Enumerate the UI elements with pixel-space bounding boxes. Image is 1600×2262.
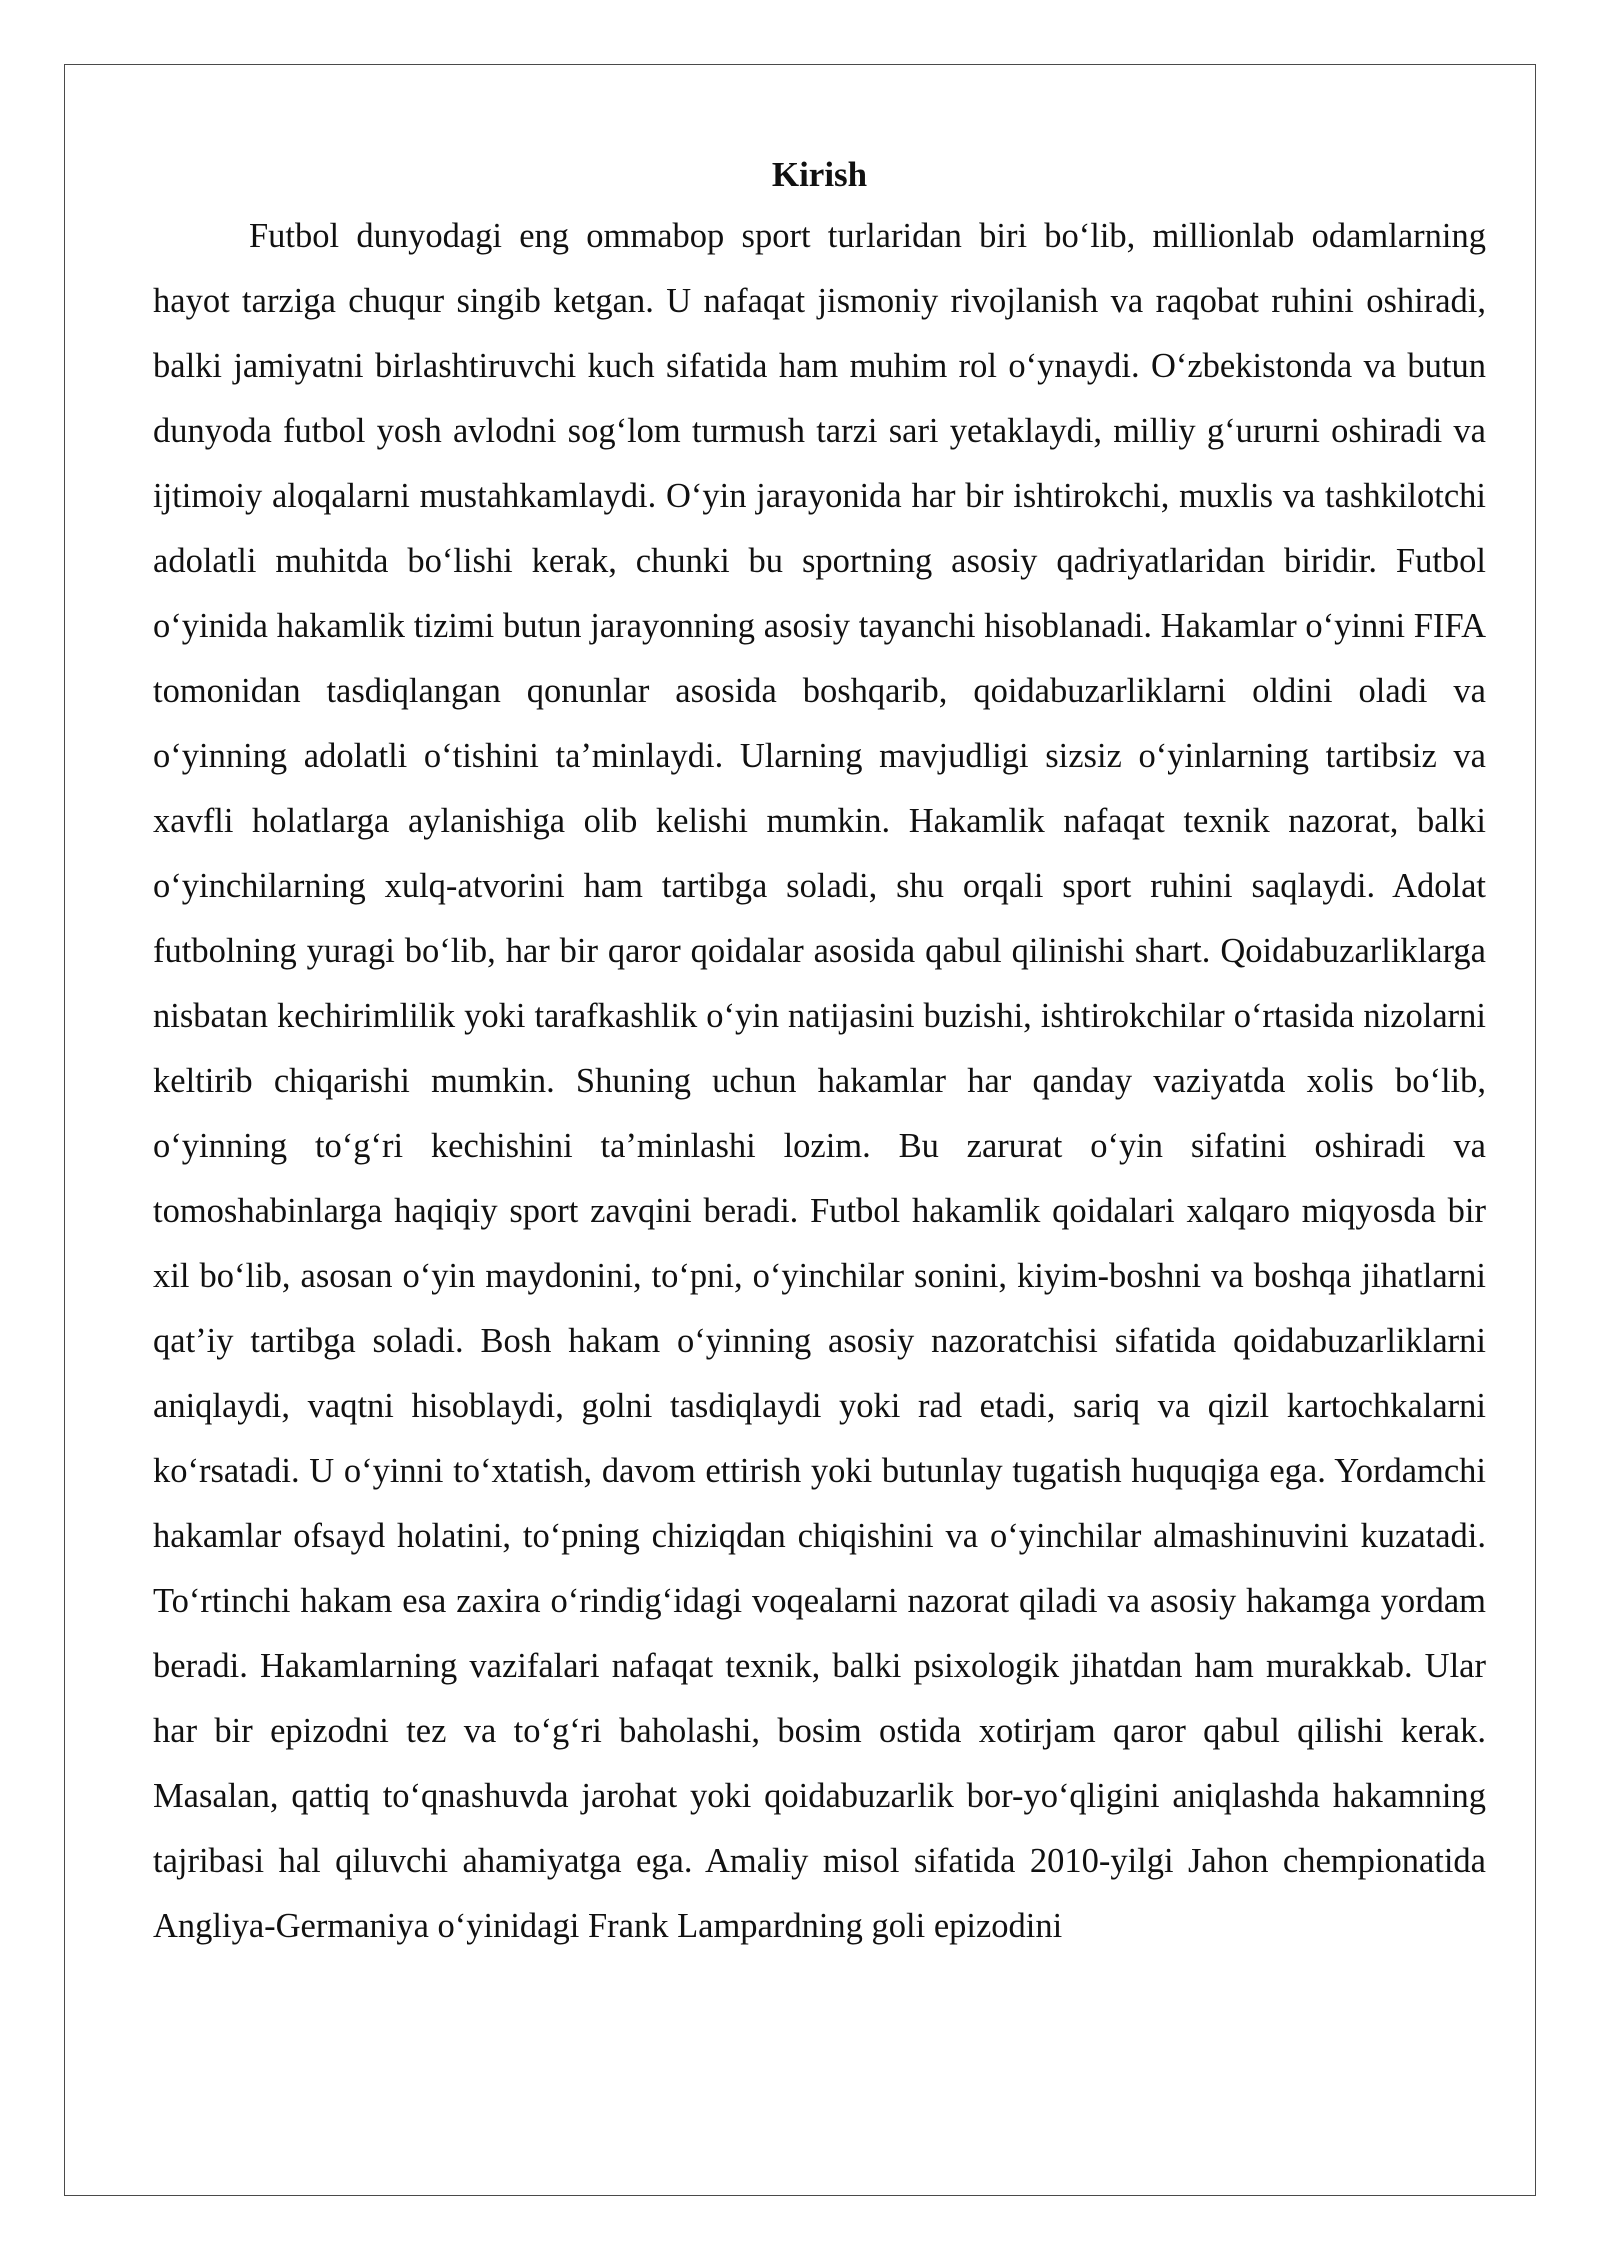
page-title: Kirish <box>771 155 868 194</box>
body-paragraph: Futbol dunyodagi eng ommabop sport turlaridan biri boʻlib, millionlab odamlarning hayot tarziga chuqur singib ketgan. U nafaqat jismoniy rivojlanish va raqobat ruhini oshiradi, balki jamiyatni birlashtiruvchi kuch sifatida ham muhim rol oʻynaydi. Oʻzbekistonda va butun dunyoda futbol yosh avlodni sogʻlom turmush tarzi sari yetaklaydi, milliy gʻururni oshiradi va ijtimoiy aloqalarni mustahkamlaydi. Oʻyin jarayonida har bir ishtirokchi, muxlis va tashkilotchi adolatli muhitda boʻlishi kerak, chunki bu sportning asosiy qadriyatlaridan biridir. Futbol oʻyinida hakamlik tizimi butun jarayonning asosiy tayanchi hisoblanadi. Hakamlar oʻyinni FIFA tomonidan tasdiqlangan qonunlar asosida boshqarib, qoidabuzarliklarni oldini oladi va oʻyinning adolatli oʻtishini taʼminlaydi. Ularning mavjudligi sizsiz oʻyinlarning tartibsiz va xavfli holatlarga aylanishiga olib kelishi mumkin. Hakamlik nafaqat texnik nazorat, balki oʻyinchilarning xulq-atvorini ham tartibga soladi, shu orqali sport ruhini saqlaydi. Adolat futbolning yuragi boʻlib, har bir qaror qoidalar asosida qabul qilinishi shart. Qoidabuzarliklarga nisbatan kechirimlilik yoki tarafkashlik oʻyin natijasini buzishi, ishtirokchilar oʻrtasida nizolarni keltirib chiqarishi mumkin. Shuning uchun hakamlar har qanday vaziyatda xolis boʻlib, oʻyinning toʻgʻri kechishini taʼminlashi lozim. Bu zarurat oʻyin sifatini oshiradi va tomoshabinlarga haqiqiy sport zavqini beradi. Futbol hakamlik qoidalari xalqaro miqyosda bir xil boʻlib, asosan oʻyin maydonini, toʻpni, oʻyinchilar sonini, kiyim-boshni va boshqa jihatlarni qatʼiy tartibga soladi. Bosh hakam oʻyinning asosiy nazoratchisi sifatida qoidabuzarliklarni aniqlaydi, vaqtni hisoblaydi, golni tasdiqlaydi yoki rad etadi, sariq va qizil kartochkalarni koʻrsatadi. U oʻyinni toʻxtatish, davom ettirish yoki butunlay tugatish huquqiga ega. Yordamchi hakamlar ofsayd holatini, toʻpning chiziqdan chiqishini va oʻyinchilar almashinuvini kuzatadi. Toʻrtinchi hakam esa zaxira oʻrindigʻidagi voqealarni nazorat qiladi va asosiy hakamga yordam beradi. Hakamlarning vazifalari nafaqat texnik, balki psixologik jihatdan ham murakkab. Ular har bir epizodni tez va toʻgʻri baholashi, bosim ostida xotirjam qaror qabul qilishi kerak. Masalan, qattiq toʻqnashuvda jarohat yoki qoidabuzarlik bor-yoʻqligini aniqlashda hakamning tajribasi hal qiluvchi ahamiyatga ega. Amaliy misol sifatida 2010-yilgi Jahon chempionatida Angliya-Germaniya oʻyinidagi Frank Lampardning goli epizodini <box>153 217 1486 1945</box>
document-body <box>153 146 1486 1959</box>
